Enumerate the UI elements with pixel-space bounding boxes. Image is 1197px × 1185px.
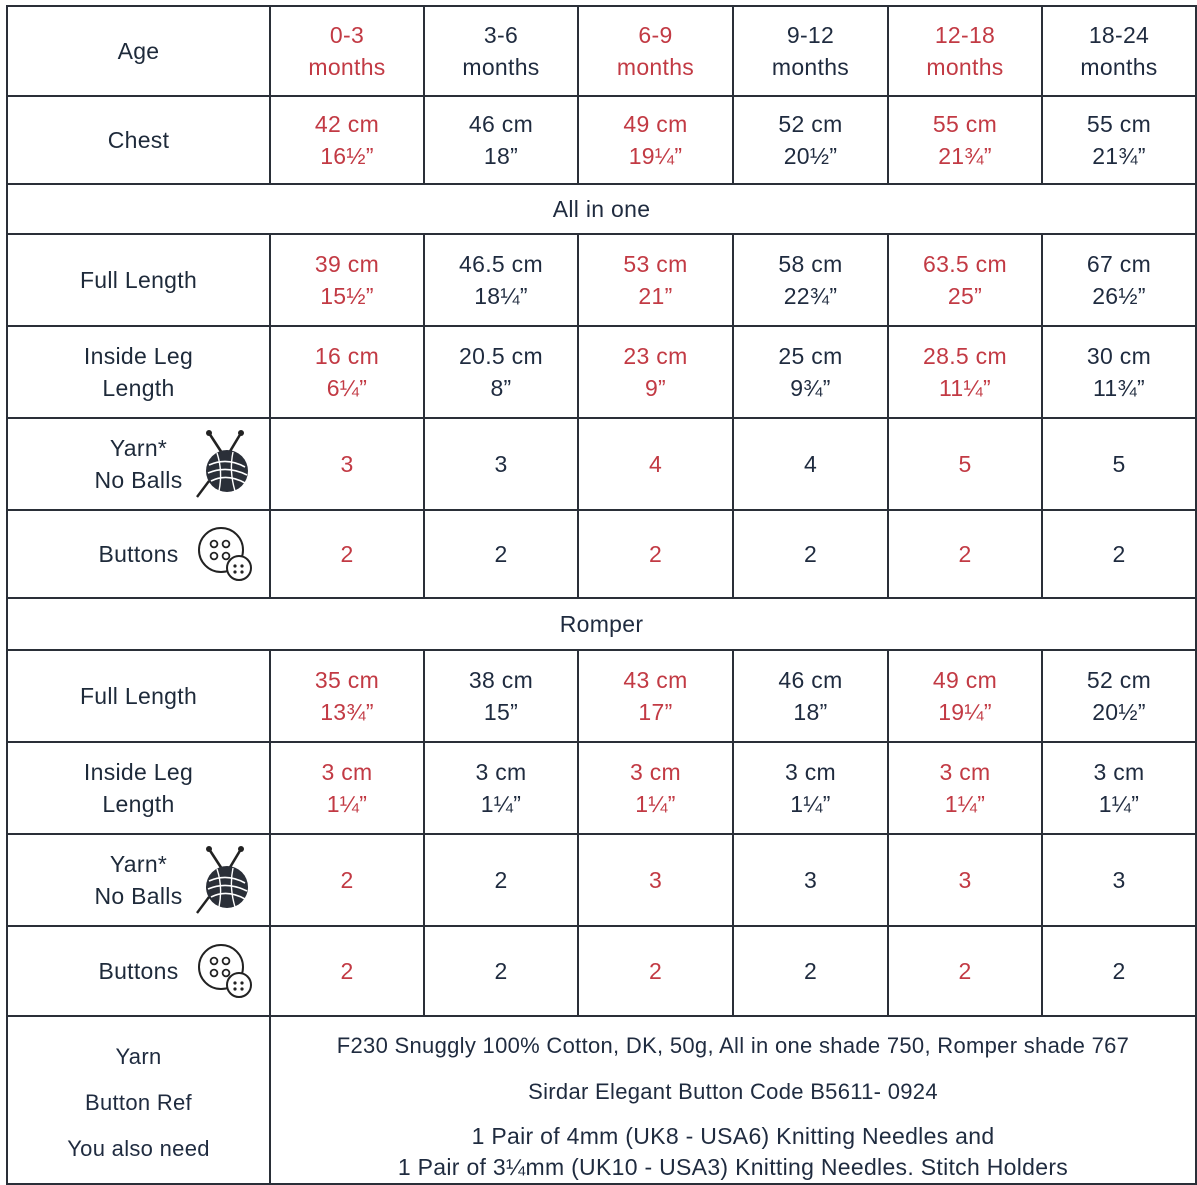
romper-buttons-label (7, 926, 270, 1016)
romper-inside-leg-cell (270, 742, 424, 834)
romper-yarn-label-wrap (8, 835, 269, 925)
romper-yarn-label (7, 834, 270, 926)
button-ref-value: Sirdar Elegant Button Code B5611- 0924 (528, 1079, 938, 1104)
chest-row (7, 96, 1196, 184)
romper-full-length-cell (578, 650, 733, 742)
romper-inside-leg-value-b: 1¼” (944, 791, 986, 817)
materials-row (7, 1016, 1196, 1184)
romper-full-length-value-a: 35 cm (314, 667, 380, 693)
age-value-b: months (771, 54, 850, 80)
aio-inside-leg-cell (270, 326, 424, 418)
aio-inside-leg-value-b: 9¾” (790, 375, 831, 401)
age-label-wrap (8, 7, 269, 95)
aio-full-length-value-b: 15½” (320, 283, 374, 309)
aio-inside-leg-value-b: 6¼” (326, 375, 368, 401)
aio-inside-leg-label-wrap (8, 327, 269, 417)
romper-buttons-value: 2 (1112, 958, 1126, 984)
romper-yarn-value: 3 (1112, 867, 1126, 893)
romper-inside-leg-value-b: 1¼” (326, 791, 368, 817)
chest-label-text: Chest (107, 127, 170, 153)
romper-buttons-cell (578, 926, 733, 1016)
romper-inside-leg-value-a: 3 cm (1093, 759, 1145, 785)
chest-cell (270, 96, 424, 184)
romper-full-length-value-b: 13¾” (320, 699, 374, 725)
romper-inside-leg-label-wrap (8, 743, 269, 833)
romper-full-length-row (7, 650, 1196, 742)
romper-yarn-cell (578, 834, 733, 926)
age-label (7, 6, 270, 96)
romper-inside-leg-value-a: 3 cm (629, 759, 682, 785)
romper-inside-leg-row (7, 742, 1196, 834)
aio-buttons-cell (424, 510, 578, 598)
romper-buttons-cell (424, 926, 578, 1016)
aio-full-length-cell (578, 234, 733, 326)
aio-full-length-cell (270, 234, 424, 326)
romper-buttons-cell (1042, 926, 1196, 1016)
romper-buttons-cell (733, 926, 888, 1016)
romper-inside-leg-value-b: 1¼” (635, 791, 676, 817)
aio-buttons-cell (888, 510, 1042, 598)
romper-full-length-value-b: 18” (793, 699, 828, 725)
romper-inside-leg-value-b: 1¼” (790, 791, 831, 817)
age-value-b: months (308, 54, 386, 80)
aio-yarn-value: 4 (648, 451, 663, 477)
romper-yarn-cell (424, 834, 578, 926)
age-cell (1042, 6, 1196, 96)
romper-yarn-row (7, 834, 1196, 926)
aio-inside-leg-value-a: 20.5 cm (459, 343, 543, 369)
romper-buttons-value: 2 (958, 958, 972, 984)
aio-full-length-cell (1042, 234, 1196, 326)
yarn-label: Yarn (115, 1044, 162, 1069)
age-value-a: 9-12 (786, 22, 835, 48)
romper-full-length-cell (1042, 650, 1196, 742)
aio-yarn-cell (578, 418, 733, 510)
romper-yarn-label-text: Yarn* (109, 851, 168, 877)
romper-section-title: Romper (559, 611, 644, 637)
romper-yarn-cell (1042, 834, 1196, 926)
romper-inside-leg-value-b: 1¼” (1098, 791, 1140, 817)
romper-inside-leg-value-a: 3 cm (939, 759, 991, 785)
romper-inside-leg-cell (578, 742, 733, 834)
aio-yarn-cell (424, 418, 578, 510)
age-value-b: months (1080, 54, 1158, 80)
aio-inside-leg-cell (1042, 326, 1196, 418)
age-value-b: months (462, 54, 540, 80)
aio-yarn-cell (733, 418, 888, 510)
romper-buttons-row (7, 926, 1196, 1016)
aio-full-length-label-wrap (8, 235, 269, 325)
aio-full-length-value-b: 22¾” (783, 283, 838, 309)
romper-full-length-cell (270, 650, 424, 742)
romper-full-length-value-b: 17” (638, 699, 673, 725)
aio-inside-leg-value-b: 8” (490, 375, 512, 401)
romper-buttons-cell (270, 926, 424, 1016)
age-cell (578, 6, 733, 96)
romper-full-length-value-b: 20½” (1092, 699, 1146, 725)
romper-full-length-value-b: 15” (483, 699, 519, 725)
aio-inside-leg-cell (733, 326, 888, 418)
romper-buttons-value: 2 (648, 958, 663, 984)
age-cell (270, 6, 424, 96)
aio-yarn-label-text: No Balls (94, 467, 183, 493)
aio-yarn-cell (270, 418, 424, 510)
aio-yarn-value: 3 (340, 451, 354, 477)
aio-inside-leg-value-a: 30 cm (1086, 343, 1152, 369)
aio-inside-leg-value-a: 16 cm (314, 343, 380, 369)
romper-full-length-label-text: Full Length (79, 683, 198, 709)
romper-full-length-value-a: 52 cm (1086, 667, 1152, 693)
also-need-label: You also need (67, 1136, 210, 1161)
aio-buttons-value: 2 (1112, 541, 1126, 567)
also-need-line-1: 1 Pair of 4mm (UK8 - USA6) Knitting Needles and (471, 1123, 995, 1149)
romper-buttons-value: 2 (494, 958, 508, 984)
aio-inside-leg-cell (578, 326, 733, 418)
romper-yarn-cell (733, 834, 888, 926)
aio-yarn-value: 4 (803, 451, 818, 477)
aio-yarn-label (7, 418, 270, 510)
romper-inside-leg-value-a: 3 cm (321, 759, 373, 785)
romper-inside-leg-value-b: 1¼” (480, 791, 522, 817)
aio-buttons-cell (733, 510, 888, 598)
aio-inside-leg-label-text: Inside Leg (83, 343, 194, 369)
age-cell (424, 6, 578, 96)
age-value-a: 12-18 (934, 22, 996, 48)
romper-inside-leg-cell (733, 742, 888, 834)
aio-inside-leg-row (7, 326, 1196, 418)
romper-inside-leg-value-a: 3 cm (475, 759, 527, 785)
chest-value-b: 21¾” (938, 143, 992, 169)
chest-value-a: 52 cm (778, 111, 843, 137)
all-in-one-section-heading (7, 184, 1196, 234)
chest-cell (1042, 96, 1196, 184)
age-value-b: months (616, 54, 695, 80)
aio-full-length-value-a: 63.5 cm (923, 251, 1007, 277)
chest-cell (888, 96, 1042, 184)
romper-full-length-value-a: 46 cm (778, 667, 843, 693)
aio-full-length-value-b: 21” (638, 283, 673, 309)
romper-full-length-value-a: 43 cm (623, 667, 688, 693)
age-row (7, 6, 1196, 96)
aio-full-length-cell (424, 234, 578, 326)
aio-inside-leg-label-text: Length (102, 375, 175, 401)
aio-inside-leg-value-a: 28.5 cm (923, 343, 1007, 369)
romper-inside-leg-label (7, 742, 270, 834)
romper-full-length-cell (888, 650, 1042, 742)
aio-buttons-label-wrap (8, 511, 269, 597)
aio-buttons-cell (270, 510, 424, 598)
romper-section-row (7, 598, 1196, 650)
age-value-a: 6-9 (638, 22, 673, 48)
chest-value-a: 55 cm (1086, 111, 1152, 137)
chest-value-a: 49 cm (623, 111, 688, 137)
romper-yarn-cell (270, 834, 424, 926)
aio-buttons-value: 2 (340, 541, 354, 567)
aio-full-length-value-a: 39 cm (314, 251, 380, 277)
aio-buttons-cell (1042, 510, 1196, 598)
romper-yarn-value: 3 (958, 867, 972, 893)
button-icon (195, 941, 255, 1001)
romper-section-heading (7, 598, 1196, 650)
romper-buttons-cell (888, 926, 1042, 1016)
romper-inside-leg-label-text: Inside Leg (83, 759, 194, 785)
romper-full-length-cell (424, 650, 578, 742)
aio-inside-leg-value-a: 23 cm (623, 343, 688, 369)
aio-buttons-value: 2 (648, 541, 663, 567)
aio-buttons-row (7, 510, 1196, 598)
chest-value-b: 18” (483, 143, 519, 169)
romper-buttons-label-text: Buttons (98, 958, 179, 984)
yarn-ball-needles-icon (195, 845, 255, 915)
aio-yarn-value: 5 (1112, 451, 1126, 477)
aio-buttons-label (7, 510, 270, 598)
chest-value-b: 20½” (783, 143, 838, 169)
aio-buttons-cell (578, 510, 733, 598)
chest-value-b: 16½” (320, 143, 374, 169)
aio-inside-leg-value-b: 9” (644, 375, 667, 401)
chest-value-a: 55 cm (932, 111, 998, 137)
aio-full-length-label-text: Full Length (79, 267, 198, 293)
aio-inside-leg-cell (888, 326, 1042, 418)
romper-full-length-value-a: 38 cm (468, 667, 534, 693)
chest-value-b: 19¼” (628, 143, 683, 169)
aio-full-length-value-b: 18¼” (474, 283, 528, 309)
age-cell (733, 6, 888, 96)
all-in-one-section-title: All in one (552, 196, 651, 222)
aio-full-length-label (7, 234, 270, 326)
romper-buttons-value: 2 (340, 958, 354, 984)
age-cell (888, 6, 1042, 96)
romper-yarn-value: 3 (648, 867, 663, 893)
aio-yarn-cell (1042, 418, 1196, 510)
aio-buttons-value: 2 (958, 541, 972, 567)
age-value-a: 18-24 (1088, 22, 1150, 48)
romper-yarn-label-text: No Balls (94, 883, 183, 909)
aio-yarn-value: 5 (958, 451, 972, 477)
button-ref-label: Button Ref (85, 1090, 192, 1115)
aio-full-length-row (7, 234, 1196, 326)
chest-cell (424, 96, 578, 184)
romper-yarn-cell (888, 834, 1042, 926)
aio-inside-leg-value-b: 11¾” (1093, 375, 1145, 401)
aio-buttons-value: 2 (803, 541, 818, 567)
aio-yarn-label-text: Yarn* (109, 435, 168, 461)
romper-inside-leg-cell (424, 742, 578, 834)
chest-value-b: 21¾” (1092, 143, 1146, 169)
aio-full-length-value-b: 25” (947, 283, 983, 309)
romper-buttons-value: 2 (803, 958, 818, 984)
age-value-a: 0-3 (329, 22, 365, 48)
aio-full-length-cell (888, 234, 1042, 326)
chest-value-a: 46 cm (468, 111, 534, 137)
romper-yarn-value: 2 (494, 867, 508, 893)
aio-yarn-row (7, 418, 1196, 510)
aio-full-length-value-a: 67 cm (1086, 251, 1152, 277)
aio-yarn-cell (888, 418, 1042, 510)
aio-full-length-value-b: 26½” (1092, 283, 1146, 309)
romper-inside-leg-cell (888, 742, 1042, 834)
aio-yarn-value: 3 (494, 451, 508, 477)
materials-labels (7, 1016, 270, 1184)
also-need-line-2: 1 Pair of 3¼mm (UK10 - USA3) Knitting Needles. Stitch Holders (397, 1154, 1069, 1180)
romper-full-length-cell (733, 650, 888, 742)
romper-buttons-label-wrap (8, 927, 269, 1015)
all-in-one-section-row (7, 184, 1196, 234)
chest-label-wrap (8, 97, 269, 183)
age-value-a: 3-6 (483, 22, 519, 48)
romper-inside-leg-cell (1042, 742, 1196, 834)
aio-full-length-value-a: 53 cm (623, 251, 688, 277)
romper-full-length-value-a: 49 cm (932, 667, 998, 693)
aio-full-length-cell (733, 234, 888, 326)
romper-full-length-label-wrap (8, 651, 269, 741)
age-value-b: months (926, 54, 1004, 80)
button-icon (195, 524, 255, 584)
age-label-text: Age (117, 38, 160, 64)
romper-inside-leg-value-a: 3 cm (784, 759, 837, 785)
aio-inside-leg-label (7, 326, 270, 418)
chest-value-a: 42 cm (314, 111, 380, 137)
aio-yarn-label-wrap (8, 419, 269, 509)
materials-values (270, 1016, 1196, 1184)
romper-yarn-value: 2 (340, 867, 354, 893)
yarn-ball-needles-icon (195, 429, 255, 499)
aio-inside-leg-cell (424, 326, 578, 418)
aio-buttons-value: 2 (494, 541, 508, 567)
aio-full-length-value-a: 46.5 cm (459, 251, 543, 277)
chest-cell (578, 96, 733, 184)
chest-label (7, 96, 270, 184)
romper-yarn-value: 3 (803, 867, 818, 893)
yarn-value: F230 Snuggly 100% Cotton, DK, 50g, All in one shade 750, Romper shade 767 (336, 1033, 1130, 1058)
romper-full-length-label (7, 650, 270, 742)
aio-buttons-label-text: Buttons (98, 541, 179, 567)
aio-inside-leg-value-a: 25 cm (778, 343, 843, 369)
romper-inside-leg-label-text: Length (102, 791, 175, 817)
romper-full-length-value-b: 19¼” (938, 699, 992, 725)
chest-cell (733, 96, 888, 184)
aio-full-length-value-a: 58 cm (778, 251, 843, 277)
size-chart-table (6, 5, 1197, 1185)
aio-inside-leg-value-b: 11¼” (939, 375, 991, 401)
